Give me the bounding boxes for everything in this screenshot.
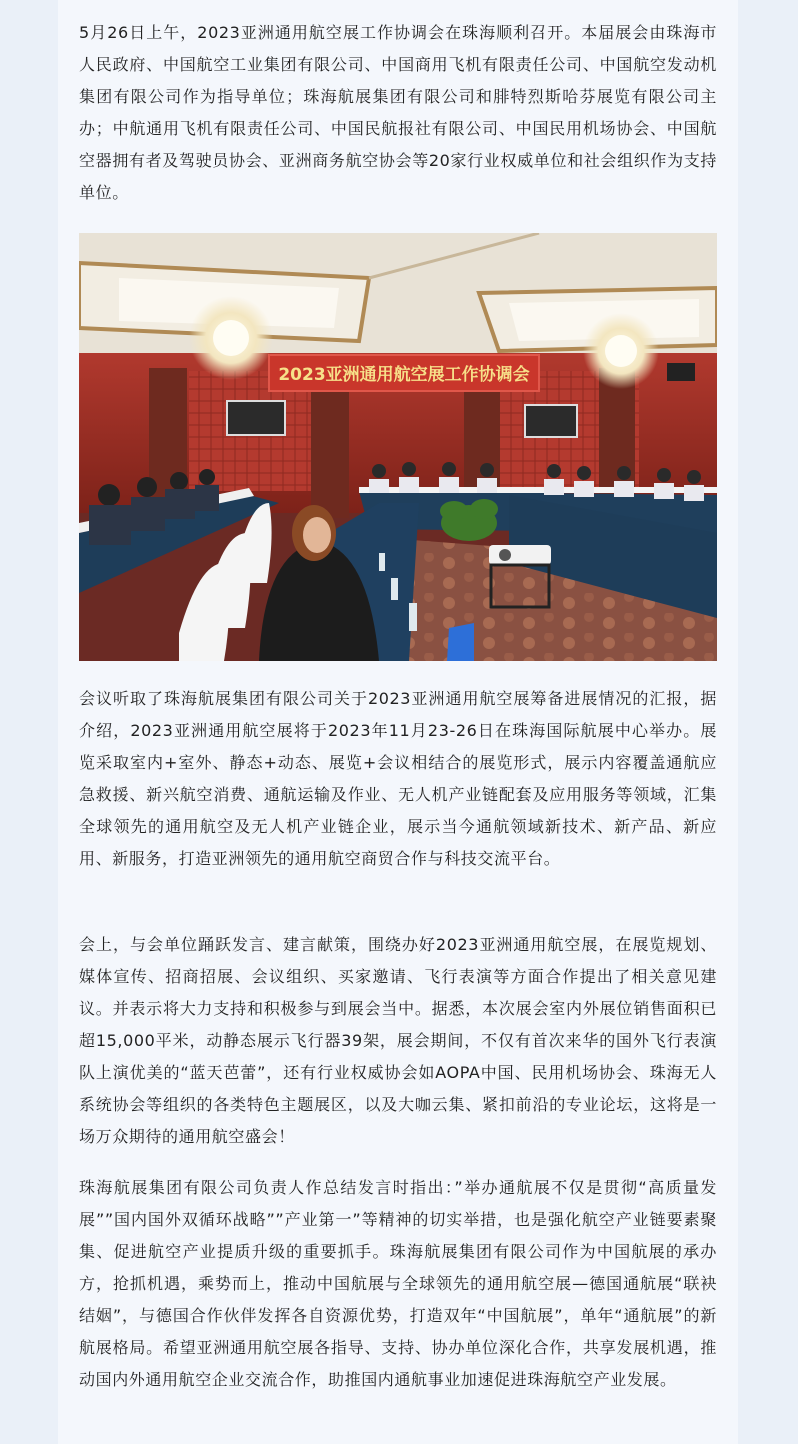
meeting-photo [79, 233, 717, 661]
paragraph-summary: 珠海航展集团有限公司负责人作总结发言时指出：”举办通航展不仅是贯彻“高质量发展””国内国外双循环战略””产业第一”等精神的切实举措，也是强化航空产业链要素聚集、促进航空产业提质升级的重要抓手。珠海航展集团有限公司作为中国航展的承办方，抢抓机遇，乘势而上，推动中国航展与全球领先的通用航空展—德国通航展“联袂结姻”，与德国合作伙伴发挥各自资源优势，打造双年“中国航展”，单年“通航展”的新航展格局。希望亚洲通用航空展各指导、支持、协办单位深化合作，共享发展机遇，推动国内外通用航空企业交流合作，助推国内通航事业加速促进珠海航空产业发展。 [79, 1178, 717, 1389]
paragraph-briefing: 会议听取了珠海航展集团有限公司关于2023亚洲通用航空展筹备进展情况的汇报，据介绍，2023亚洲通用航空展将于2023年11月23-26日在珠海国际航展中心举办。展览采取室内+室外、静态+动态、展览+会议相结合的展览形式，展示内容覆盖通航应急救援、新兴航空消费、通航运输及作业、无人机产业链配套及应用服务等领域，汇集全球领先的通用航空及无人机产业链企业，展示当今通航领域新技术、新产品、新应用、新服务，打造亚洲领先的通用航空商贸合作与科技交流平台。 [79, 689, 717, 868]
article-card [58, 0, 738, 1444]
paragraph-intro: 5月26日上午，2023亚洲通用航空展工作协调会在珠海顺利召开。本届展会由珠海市人民政府、中国航空工业集团有限公司、中国商用飞机有限责任公司、中国航空发动机集团有限公司作为指导单位；珠海航展集团有限公司和腓特烈斯哈芬展览有限公司主办；中航通用飞机有限责任公司、中国民航报社有限公司、中国民用机场协会、中国航空器拥有者及驾驶员协会、亚洲商务航空协会等20家行业权威单位和社会组织作为支持单位。 [79, 23, 717, 202]
paragraph-discussion: 会上，与会单位踊跃发言、建言献策，围绕办好2023亚洲通用航空展，在展览规划、媒体宣传、招商招展、会议组织、买家邀请、飞行表演等方面合作提出了相关意见建议。并表示将大力支持和积极参与到展会当中。据悉，本次展会室内外展位销售面积已超15,000平米，动静态展示飞行器39架，展会期间，不仅有首次来华的国外飞行表演队上演优美的“蓝天芭蕾”，还有行业权威协会如AOPA中国、民用机场协会、珠海无人系统协会等组织的各类特色主题展区，以及大咖云集、紧扣前沿的专业论坛，这将是一场万众期待的通用航空盛会！ [79, 935, 717, 1146]
banner-text: 2023亚洲通用航空展工作协调会 [278, 365, 530, 385]
